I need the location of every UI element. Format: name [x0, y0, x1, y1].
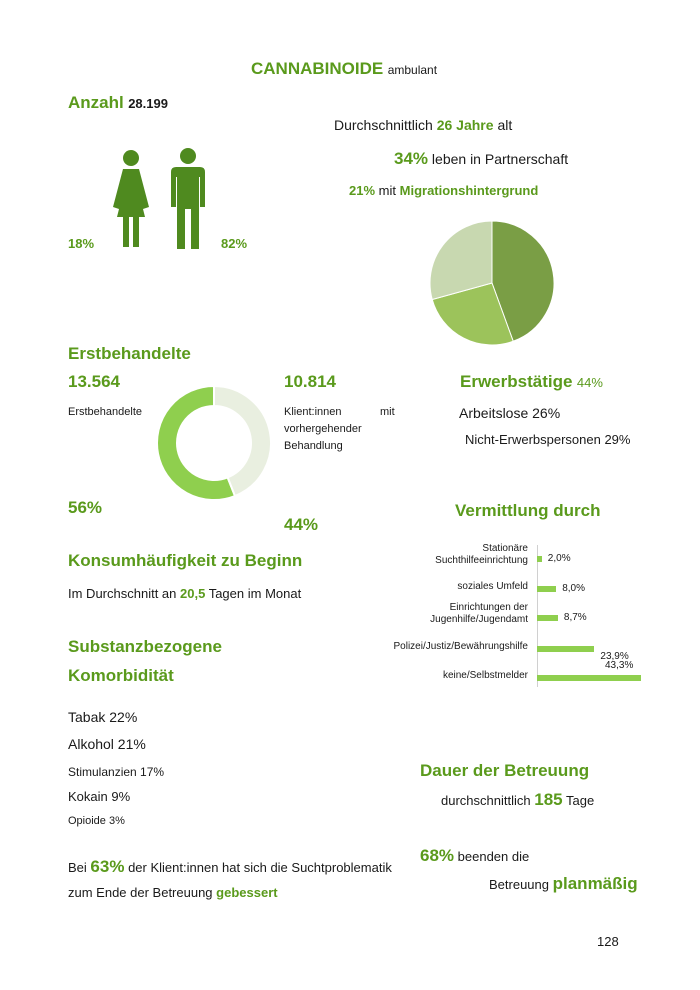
comorbidity-title-2: Komorbidität — [68, 666, 174, 685]
first-treated-title: Erstbehandelte — [68, 344, 191, 363]
referral-label-line: Jugenhilfe/Jugendamt — [430, 614, 528, 625]
first-treated-donut-chart — [155, 384, 273, 502]
partner-line — [394, 149, 568, 169]
referral-bar — [537, 646, 594, 652]
first-treated-label-right-mit: mit — [380, 406, 395, 418]
first-treated-label-right-2: vorhergehender — [284, 423, 362, 435]
improvement-line-2 — [68, 885, 278, 900]
referral-label — [457, 581, 528, 593]
referral-label — [430, 602, 528, 626]
page-title — [251, 59, 437, 79]
improvement-line-1 — [68, 857, 392, 877]
first-treated-label-left: Erstbehandelte — [68, 406, 142, 418]
first-treated-pct-right: 44% — [284, 515, 319, 534]
comorbidity-item: Tabak 22% — [68, 709, 138, 725]
frequency-prefix: Im Durchschnitt an — [68, 586, 177, 601]
comorbidity-item: Alkohol 21% — [68, 736, 146, 752]
anzahl — [68, 93, 168, 113]
referral-bar — [537, 586, 556, 592]
referral-label — [393, 641, 528, 653]
frequency-line — [68, 586, 301, 601]
comorbidity-title-1: Substanzbezogene — [68, 637, 222, 656]
partner-value: 34% — [394, 149, 429, 168]
first-treated-label-right-3: Behandlung — [284, 440, 343, 452]
first-treated-count-left: 13.564 — [68, 372, 120, 391]
male-pct: 82% — [221, 236, 248, 251]
comorbidity-item: Opioide 3% — [68, 815, 125, 827]
female-person-icon — [109, 149, 153, 249]
anzahl-label: Anzahl — [68, 93, 124, 112]
first-treated-count-right: 10.814 — [284, 372, 336, 391]
referral-title: Vermittlung durch — [455, 501, 601, 520]
female-pct: 18% — [68, 236, 95, 251]
referral-bar — [537, 615, 558, 621]
referral-label-line: keine/Selbstmelder — [442, 670, 528, 681]
frequency-value: 20,5 — [180, 586, 206, 601]
first-treated-label-right-1: Klient:innen — [284, 406, 342, 418]
partner-suffix: leben in Partnerschaft — [431, 151, 569, 167]
anzahl-value: 28.199 — [128, 96, 168, 111]
duration-title: Dauer der Betreuung — [420, 761, 590, 780]
employment-pie-chart — [427, 218, 557, 348]
page-number: 128 — [597, 934, 619, 949]
referral-label-line: soziales Umfeld — [457, 581, 528, 592]
age-line — [334, 117, 512, 133]
improvement-highlight: gebessert — [216, 885, 278, 900]
unemployed-text: Arbeitslose 26% — [459, 405, 561, 421]
referral-label — [443, 670, 528, 682]
planned-line-2 — [489, 874, 638, 894]
age-value: 26 Jahre — [436, 117, 494, 133]
employment-title-pct: 44% — [576, 375, 603, 390]
planned-value: 68% — [420, 846, 455, 865]
improvement-value: 63% — [90, 857, 125, 876]
migration-line — [349, 183, 538, 198]
improvement-line2: zum Ende der Betreuung — [68, 885, 213, 900]
age-prefix: Durchschnittlich — [334, 117, 433, 133]
planned-line-1 — [420, 846, 529, 866]
referral-label-line: Einrichtungen der — [449, 602, 528, 613]
referral-bar — [537, 675, 641, 681]
referral-value: 2,0% — [547, 553, 571, 564]
employment-title: Erwerbstätige — [460, 372, 573, 391]
referral-value: 43,3% — [605, 660, 634, 671]
planned-highlight: planmäßig — [552, 874, 638, 893]
referral-label — [435, 543, 528, 567]
planned-text1: beenden die — [457, 849, 530, 864]
comorbidity-item: Kokain 9% — [68, 789, 131, 804]
duration-suffix: Tage — [566, 793, 595, 808]
duration-line — [441, 790, 594, 810]
improvement-middle: der Klient:innen hat sich die Suchtproblematik — [128, 860, 392, 875]
first-treated-pct-left: 56% — [68, 498, 103, 517]
migration-middle: mit — [378, 183, 396, 198]
planned-text2: Betreuung — [489, 877, 549, 892]
frequency-suffix: Tagen im Monat — [208, 586, 302, 601]
comorbidity-item: Stimulanzien 17% — [68, 765, 165, 779]
age-suffix: alt — [497, 117, 513, 133]
migration-label: Migrationshintergrund — [399, 183, 539, 198]
migration-value: 21% — [349, 183, 376, 198]
male-person-icon — [168, 147, 208, 251]
referral-value: 8,0% — [562, 583, 585, 594]
referral-bar — [537, 556, 542, 562]
employment-title-line — [460, 372, 603, 392]
duration-value: 185 — [534, 790, 563, 809]
title-main: CANNABINOIDE — [251, 59, 384, 78]
title-sub: ambulant — [387, 63, 438, 77]
referral-label-line: Polizei/Justiz/Bewährungshilfe — [393, 641, 528, 652]
duration-prefix: durchschnittlich — [441, 793, 531, 808]
referral-value: 23,9% — [600, 651, 629, 662]
improvement-prefix: Bei — [68, 860, 87, 875]
referral-value: 8,7% — [563, 612, 587, 623]
frequency-title: Konsumhäufigkeit zu Beginn — [68, 551, 303, 570]
non-working-text: Nicht-Erwerbspersonen 29% — [465, 432, 631, 447]
referral-label-line: Suchthilfeeinrichtung — [435, 555, 528, 566]
referral-label-line: Stationäre — [482, 543, 528, 554]
